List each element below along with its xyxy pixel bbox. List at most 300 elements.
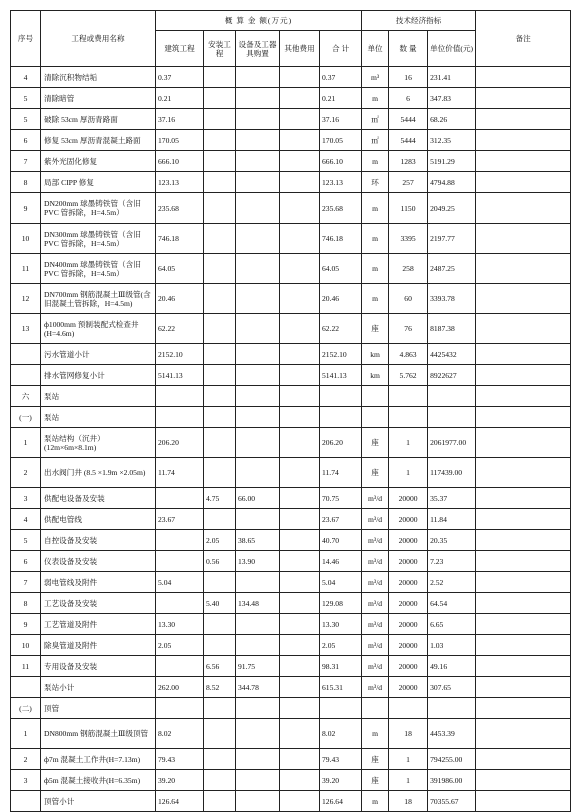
row-equipment-cell — [236, 224, 280, 254]
row-construction-cell — [156, 656, 204, 677]
row-name-cell: DN400mm 球墨铸铁管（含旧PVC 管拆除，H=4.5m） — [41, 254, 156, 284]
row-seq-cell: 13 — [11, 314, 41, 344]
row-unit-price-cell: 49.16 — [428, 656, 476, 677]
table-row — [11, 365, 571, 386]
row-equipment-cell — [236, 284, 280, 314]
row-other-cell — [280, 677, 320, 698]
row-name-cell: 顶管小计 — [41, 791, 156, 812]
row-total-cell: 235.68 — [320, 193, 362, 224]
row-equipment-cell — [236, 635, 280, 656]
row-qty-cell: 76 — [389, 314, 428, 344]
row-seq-cell: (一) — [11, 407, 41, 428]
row-total-cell: 40.70 — [320, 530, 362, 551]
row-construction-cell: 13.30 — [156, 614, 204, 635]
header-tech-group: 技术经济指标 — [362, 11, 476, 31]
row-equipment-cell: 13.90 — [236, 551, 280, 572]
row-construction-cell: 20.46 — [156, 284, 204, 314]
row-unit-price-cell: 4794.88 — [428, 172, 476, 193]
row-install-cell — [204, 109, 236, 130]
row-seq-cell: 7 — [11, 572, 41, 593]
row-install-cell: 6.56 — [204, 656, 236, 677]
row-name-cell: 污水管道小计 — [41, 344, 156, 365]
row-install-cell — [204, 365, 236, 386]
row-unit-cell: m — [362, 284, 389, 314]
row-unit-price-cell — [428, 386, 476, 407]
row-remark-cell — [476, 749, 571, 770]
row-total-cell: 2.05 — [320, 635, 362, 656]
table-row — [11, 770, 571, 791]
row-name-cell: 工艺设备及安装 — [41, 593, 156, 614]
row-other-cell — [280, 458, 320, 488]
row-unit-price-cell: 4453.39 — [428, 719, 476, 749]
row-total-cell: 5.04 — [320, 572, 362, 593]
table-row — [11, 791, 571, 812]
table-row — [11, 593, 571, 614]
row-construction-cell: 11.74 — [156, 458, 204, 488]
row-qty-cell: 6 — [389, 88, 428, 109]
row-construction-cell: 37.16 — [156, 109, 204, 130]
row-install-cell — [204, 749, 236, 770]
row-name-cell: 紫外光固化修复 — [41, 151, 156, 172]
row-qty-cell — [389, 407, 428, 428]
row-other-cell — [280, 530, 320, 551]
row-unit-price-cell: 2487.25 — [428, 254, 476, 284]
row-other-cell — [280, 386, 320, 407]
row-total-cell: 20.46 — [320, 284, 362, 314]
row-other-cell — [280, 428, 320, 458]
header-estimate-group: 概 算 金 额(万元) — [156, 11, 362, 31]
row-remark-cell — [476, 509, 571, 530]
row-unit-price-cell: 7.23 — [428, 551, 476, 572]
row-install-cell — [204, 88, 236, 109]
row-install-cell: 5.40 — [204, 593, 236, 614]
row-qty-cell: 5444 — [389, 130, 428, 151]
row-unit-cell: m³ — [362, 67, 389, 88]
row-construction-cell — [156, 593, 204, 614]
row-equipment-cell — [236, 458, 280, 488]
row-seq-cell: 4 — [11, 67, 41, 88]
row-construction-cell — [156, 488, 204, 509]
row-unit-cell: m³/d — [362, 593, 389, 614]
row-equipment-cell — [236, 193, 280, 224]
row-remark-cell — [476, 314, 571, 344]
row-construction-cell: 5.04 — [156, 572, 204, 593]
row-construction-cell: 206.20 — [156, 428, 204, 458]
row-seq-cell: 3 — [11, 770, 41, 791]
row-remark-cell — [476, 656, 571, 677]
row-other-cell — [280, 193, 320, 224]
table-row — [11, 284, 571, 314]
row-construction-cell: 746.18 — [156, 224, 204, 254]
row-total-cell: 64.05 — [320, 254, 362, 284]
row-remark-cell — [476, 365, 571, 386]
row-other-cell — [280, 67, 320, 88]
row-construction-cell: 2152.10 — [156, 344, 204, 365]
row-name-cell: 泵站 — [41, 386, 156, 407]
row-remark-cell — [476, 530, 571, 551]
row-unit-cell: m³/d — [362, 488, 389, 509]
header-unit: 单位 — [362, 31, 389, 67]
row-construction-cell — [156, 530, 204, 551]
row-other-cell — [280, 224, 320, 254]
row-other-cell — [280, 593, 320, 614]
row-unit-cell: ㎡ — [362, 109, 389, 130]
row-other-cell — [280, 749, 320, 770]
row-other-cell — [280, 488, 320, 509]
row-unit-price-cell: 5191.29 — [428, 151, 476, 172]
row-install-cell — [204, 284, 236, 314]
row-other-cell — [280, 151, 320, 172]
row-unit-cell: m — [362, 151, 389, 172]
row-name-cell: 除臭管道及附件 — [41, 635, 156, 656]
row-install-cell — [204, 344, 236, 365]
row-install-cell — [204, 254, 236, 284]
row-unit-cell: 座 — [362, 749, 389, 770]
row-equipment-cell — [236, 172, 280, 193]
row-unit-cell: 座 — [362, 314, 389, 344]
row-qty-cell: 1283 — [389, 151, 428, 172]
table-row — [11, 635, 571, 656]
row-unit-cell — [362, 407, 389, 428]
row-unit-cell: 座 — [362, 458, 389, 488]
row-unit-cell: m — [362, 88, 389, 109]
row-install-cell — [204, 193, 236, 224]
row-name-cell: 泵站 — [41, 407, 156, 428]
row-total-cell: 13.30 — [320, 614, 362, 635]
row-equipment-cell — [236, 386, 280, 407]
row-unit-price-cell: 3393.78 — [428, 284, 476, 314]
row-remark-cell — [476, 551, 571, 572]
row-equipment-cell — [236, 365, 280, 386]
row-other-cell — [280, 698, 320, 719]
row-remark-cell — [476, 677, 571, 698]
row-install-cell — [204, 314, 236, 344]
row-name-cell: 局部 CIPP 修复 — [41, 172, 156, 193]
row-construction-cell: 0.21 — [156, 88, 204, 109]
row-install-cell — [204, 386, 236, 407]
row-remark-cell — [476, 193, 571, 224]
row-equipment-cell — [236, 428, 280, 458]
row-seq-cell: 8 — [11, 172, 41, 193]
row-name-cell: 泵站小计 — [41, 677, 156, 698]
row-unit-price-cell: 4425432 — [428, 344, 476, 365]
row-unit-price-cell: 231.41 — [428, 67, 476, 88]
row-unit-price-cell: 8187.38 — [428, 314, 476, 344]
row-remark-cell — [476, 254, 571, 284]
row-name-cell: 泵站结构（沉井）(12m×6m×8.1m) — [41, 428, 156, 458]
row-seq-cell: 2 — [11, 749, 41, 770]
row-seq-cell: 11 — [11, 254, 41, 284]
row-other-cell — [280, 314, 320, 344]
row-unit-price-cell: 2197.77 — [428, 224, 476, 254]
row-total-cell: 79.43 — [320, 749, 362, 770]
row-equipment-cell — [236, 314, 280, 344]
row-construction-cell — [156, 698, 204, 719]
row-unit-cell: km — [362, 344, 389, 365]
row-other-cell — [280, 719, 320, 749]
row-unit-price-cell: 312.35 — [428, 130, 476, 151]
table-row — [11, 172, 571, 193]
row-unit-price-cell: 2.52 — [428, 572, 476, 593]
row-install-cell — [204, 791, 236, 812]
row-qty-cell: 18 — [389, 791, 428, 812]
row-remark-cell — [476, 151, 571, 172]
row-qty-cell: 5.762 — [389, 365, 428, 386]
row-unit-cell: 座 — [362, 770, 389, 791]
row-name-cell: DN300mm 球墨铸铁管（含旧PVC 管拆除，H=4.5m） — [41, 224, 156, 254]
row-name-cell: ф1000mm 预制装配式检查井(H=4.6m) — [41, 314, 156, 344]
row-total-cell: 62.22 — [320, 314, 362, 344]
row-seq-cell — [11, 677, 41, 698]
row-seq-cell — [11, 791, 41, 812]
row-total-cell: 0.37 — [320, 67, 362, 88]
cost-estimate-sheet — [10, 10, 570, 812]
row-name-cell: 出水阀门井 (8.5 ×1.9m ×2.05m) — [41, 458, 156, 488]
row-construction-cell — [156, 386, 204, 407]
row-remark-cell — [476, 88, 571, 109]
row-remark-cell — [476, 407, 571, 428]
table-row — [11, 698, 571, 719]
row-other-cell — [280, 130, 320, 151]
row-qty-cell: 16 — [389, 67, 428, 88]
row-name-cell: 自控设备及安装 — [41, 530, 156, 551]
row-seq-cell: 9 — [11, 193, 41, 224]
row-install-cell — [204, 698, 236, 719]
row-qty-cell: 3395 — [389, 224, 428, 254]
row-unit-price-cell — [428, 698, 476, 719]
row-install-cell — [204, 635, 236, 656]
row-remark-cell — [476, 67, 571, 88]
row-install-cell — [204, 770, 236, 791]
row-unit-cell: km — [362, 365, 389, 386]
header-remark: 备注 — [476, 11, 571, 67]
row-install-cell: 2.05 — [204, 530, 236, 551]
row-total-cell: 14.46 — [320, 551, 362, 572]
row-install-cell: 8.52 — [204, 677, 236, 698]
row-install-cell — [204, 572, 236, 593]
row-other-cell — [280, 509, 320, 530]
row-remark-cell — [476, 284, 571, 314]
row-other-cell — [280, 254, 320, 284]
row-unit-cell: m — [362, 224, 389, 254]
row-other-cell — [280, 551, 320, 572]
row-total-cell: 123.13 — [320, 172, 362, 193]
row-seq-cell: 12 — [11, 284, 41, 314]
table-row — [11, 488, 571, 509]
row-remark-cell — [476, 770, 571, 791]
row-construction-cell: 8.02 — [156, 719, 204, 749]
row-total-cell: 129.08 — [320, 593, 362, 614]
row-total-cell: 23.67 — [320, 509, 362, 530]
row-name-cell: DN200mm 球墨铸铁管（含旧PVC 管拆除，H=4.5m） — [41, 193, 156, 224]
row-install-cell — [204, 614, 236, 635]
row-name-cell: 顶管 — [41, 698, 156, 719]
row-equipment-cell — [236, 407, 280, 428]
row-unit-cell: ㎡ — [362, 130, 389, 151]
row-name-cell: 破除 53cm 厚沥青路面 — [41, 109, 156, 130]
row-total-cell — [320, 407, 362, 428]
header-construction: 建筑工程 — [156, 31, 204, 67]
row-construction-cell — [156, 551, 204, 572]
row-qty-cell: 60 — [389, 284, 428, 314]
row-name-cell: 专用设备及安装 — [41, 656, 156, 677]
row-total-cell: 746.18 — [320, 224, 362, 254]
row-other-cell — [280, 365, 320, 386]
row-unit-cell — [362, 386, 389, 407]
row-qty-cell — [389, 386, 428, 407]
row-unit-price-cell: 391986.00 — [428, 770, 476, 791]
row-equipment-cell — [236, 572, 280, 593]
row-unit-price-cell: 117439.00 — [428, 458, 476, 488]
row-equipment-cell — [236, 151, 280, 172]
row-qty-cell: 20000 — [389, 509, 428, 530]
row-other-cell — [280, 791, 320, 812]
row-construction-cell: 0.37 — [156, 67, 204, 88]
header-total: 合 计 — [320, 31, 362, 67]
row-unit-price-cell: 20.35 — [428, 530, 476, 551]
row-name-cell: 清除暗管 — [41, 88, 156, 109]
row-qty-cell: 20000 — [389, 572, 428, 593]
row-seq-cell: 5 — [11, 109, 41, 130]
row-other-cell — [280, 172, 320, 193]
row-equipment-cell — [236, 749, 280, 770]
row-construction-cell: 64.05 — [156, 254, 204, 284]
row-unit-price-cell: 794255.00 — [428, 749, 476, 770]
header-unit-price: 单位价值(元) — [428, 31, 476, 67]
table-row — [11, 67, 571, 88]
row-qty-cell: 18 — [389, 719, 428, 749]
row-name-cell: 修复 53cm 厚沥青混凝土路面 — [41, 130, 156, 151]
row-name-cell: DN700mm 钢筋混凝土Ⅲ级管(含旧混凝土管拆除，H=4.5m) — [41, 284, 156, 314]
row-seq-cell: 8 — [11, 593, 41, 614]
row-unit-cell: m³/d — [362, 656, 389, 677]
row-unit-cell: m³/d — [362, 614, 389, 635]
row-unit-price-cell: 347.83 — [428, 88, 476, 109]
row-equipment-cell — [236, 130, 280, 151]
row-unit-cell: m³/d — [362, 530, 389, 551]
row-total-cell: 37.16 — [320, 109, 362, 130]
row-construction-cell: 2.05 — [156, 635, 204, 656]
row-seq-cell — [11, 365, 41, 386]
table-row — [11, 109, 571, 130]
table-row — [11, 656, 571, 677]
row-total-cell: 8.02 — [320, 719, 362, 749]
header-qty: 数 量 — [389, 31, 428, 67]
row-install-cell — [204, 428, 236, 458]
table-body — [11, 67, 571, 812]
row-equipment-cell — [236, 791, 280, 812]
row-construction-cell: 5141.13 — [156, 365, 204, 386]
header-equipment: 设备及工器具购置 — [236, 31, 280, 67]
row-equipment-cell: 134.48 — [236, 593, 280, 614]
table-row — [11, 509, 571, 530]
row-remark-cell — [476, 593, 571, 614]
cost-estimate-table — [10, 10, 571, 812]
row-equipment-cell: 344.78 — [236, 677, 280, 698]
row-equipment-cell — [236, 88, 280, 109]
row-seq-cell: 2 — [11, 458, 41, 488]
row-qty-cell: 1150 — [389, 193, 428, 224]
table-row — [11, 224, 571, 254]
table-row — [11, 677, 571, 698]
row-equipment-cell — [236, 770, 280, 791]
header-other: 其他费用 — [280, 31, 320, 67]
row-install-cell — [204, 67, 236, 88]
row-qty-cell: 20000 — [389, 635, 428, 656]
row-total-cell: 615.31 — [320, 677, 362, 698]
row-install-cell — [204, 172, 236, 193]
row-seq-cell: 10 — [11, 635, 41, 656]
row-unit-cell: m³/d — [362, 677, 389, 698]
table-row — [11, 458, 571, 488]
row-name-cell: ф5m 混凝土接收井(H=6.35m) — [41, 770, 156, 791]
row-total-cell: 39.20 — [320, 770, 362, 791]
row-seq-cell: 1 — [11, 719, 41, 749]
row-remark-cell — [476, 698, 571, 719]
row-name-cell: 供配电设备及安装 — [41, 488, 156, 509]
row-total-cell: 0.21 — [320, 88, 362, 109]
row-remark-cell — [476, 572, 571, 593]
row-seq-cell: 11 — [11, 656, 41, 677]
row-qty-cell: 1 — [389, 428, 428, 458]
row-remark-cell — [476, 614, 571, 635]
table-row — [11, 151, 571, 172]
row-construction-cell: 126.64 — [156, 791, 204, 812]
row-construction-cell: 262.00 — [156, 677, 204, 698]
row-other-cell — [280, 344, 320, 365]
row-install-cell — [204, 151, 236, 172]
row-seq-cell: 4 — [11, 509, 41, 530]
row-qty-cell: 20000 — [389, 551, 428, 572]
row-equipment-cell: 66.00 — [236, 488, 280, 509]
row-remark-cell — [476, 344, 571, 365]
row-qty-cell: 1 — [389, 770, 428, 791]
table-row — [11, 749, 571, 770]
row-other-cell — [280, 109, 320, 130]
row-qty-cell: 20000 — [389, 593, 428, 614]
row-remark-cell — [476, 172, 571, 193]
row-unit-price-cell: 1.03 — [428, 635, 476, 656]
row-other-cell — [280, 572, 320, 593]
row-seq-cell: 1 — [11, 428, 41, 458]
row-total-cell: 5141.13 — [320, 365, 362, 386]
row-seq-cell: 3 — [11, 488, 41, 509]
row-construction-cell: 62.22 — [156, 314, 204, 344]
row-equipment-cell: 91.75 — [236, 656, 280, 677]
row-remark-cell — [476, 458, 571, 488]
row-unit-cell: m³/d — [362, 635, 389, 656]
row-construction-cell: 79.43 — [156, 749, 204, 770]
row-qty-cell: 4.863 — [389, 344, 428, 365]
row-qty-cell: 20000 — [389, 614, 428, 635]
row-total-cell: 70.75 — [320, 488, 362, 509]
row-seq-cell: 5 — [11, 530, 41, 551]
row-equipment-cell — [236, 254, 280, 284]
row-total-cell: 170.05 — [320, 130, 362, 151]
row-install-cell — [204, 458, 236, 488]
row-unit-cell: m³/d — [362, 509, 389, 530]
table-row — [11, 614, 571, 635]
row-unit-price-cell: 70355.67 — [428, 791, 476, 812]
header-install: 安装工程 — [204, 31, 236, 67]
row-total-cell: 666.10 — [320, 151, 362, 172]
row-equipment-cell — [236, 109, 280, 130]
row-remark-cell — [476, 719, 571, 749]
row-seq-cell: 9 — [11, 614, 41, 635]
row-unit-price-cell: 64.54 — [428, 593, 476, 614]
table-row — [11, 530, 571, 551]
row-remark-cell — [476, 224, 571, 254]
